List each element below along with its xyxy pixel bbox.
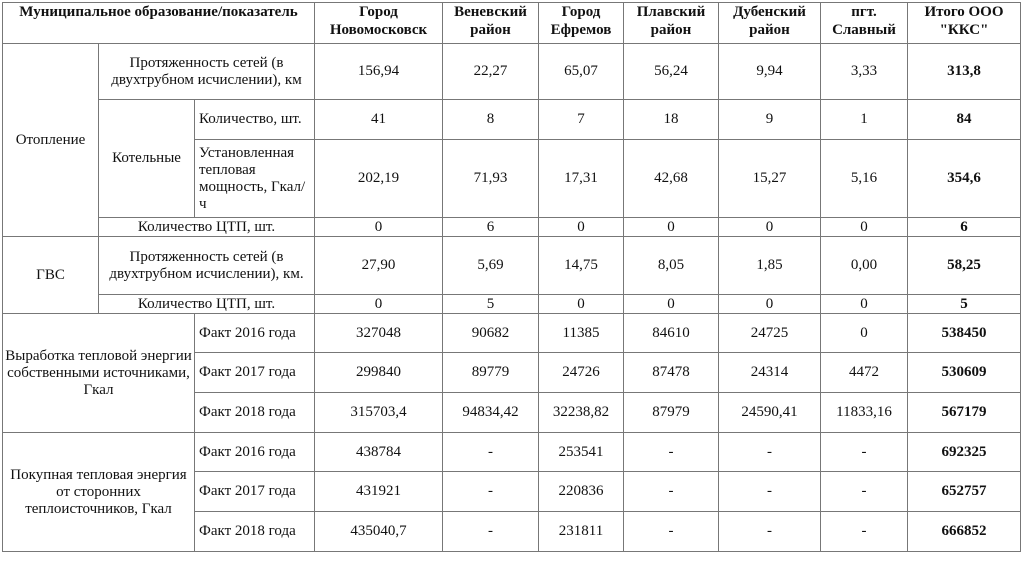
cell-value: 11833,16: [821, 393, 908, 433]
table-row: [3, 100, 1021, 140]
cell-value: -: [719, 433, 821, 472]
cell-value: 5,16: [821, 140, 908, 218]
cell-value: 0: [821, 218, 908, 237]
cell-value: 0: [539, 295, 624, 314]
cell-value: 1,85: [719, 237, 821, 295]
header-indicator: Муниципальное образование/показатель: [3, 3, 315, 44]
cell-value: 253541: [539, 433, 624, 472]
row-label: Факт 2016 года: [195, 314, 315, 353]
cell-value: 42,68: [624, 140, 719, 218]
row-label: Установленная тепловая мощность, Гкал/ч: [195, 140, 315, 218]
cell-value: -: [624, 512, 719, 552]
cell-value: 84610: [624, 314, 719, 353]
cell-value: 22,27: [443, 44, 539, 100]
cell-total: 58,25: [908, 237, 1021, 295]
cell-value: 1: [821, 100, 908, 140]
cell-value: 327048: [315, 314, 443, 353]
cell-value: -: [821, 472, 908, 512]
header-novomoskovsk: Город Новомосковск: [315, 3, 443, 44]
cell-value: -: [624, 472, 719, 512]
cell-value: -: [719, 512, 821, 552]
data-table: [2, 2, 1021, 552]
cell-value: 41: [315, 100, 443, 140]
row-label: Факт 2018 года: [195, 512, 315, 552]
cell-value: 0: [719, 295, 821, 314]
cell-value: 0: [624, 295, 719, 314]
cell-value: 5,69: [443, 237, 539, 295]
cell-value: 14,75: [539, 237, 624, 295]
purchase-group-label: Покупная тепловая энергия от сторонних теплоисточников, Гкал: [3, 433, 195, 552]
cell-value: 3,33: [821, 44, 908, 100]
cell-value: -: [443, 472, 539, 512]
row-label: Протяженность сетей (в двухтрубном исчислении), км.: [99, 237, 315, 295]
cell-value: 0: [539, 218, 624, 237]
heating-group-label: Отопление: [3, 44, 99, 237]
cell-value: -: [624, 433, 719, 472]
table-row: [3, 237, 1021, 295]
cell-value: 18: [624, 100, 719, 140]
production-group-label: Выработка тепловой энергии собственными источниками, Гкал: [3, 314, 195, 433]
cell-value: -: [443, 433, 539, 472]
cell-value: 220836: [539, 472, 624, 512]
cell-value: 56,24: [624, 44, 719, 100]
cell-value: 438784: [315, 433, 443, 472]
cell-value: -: [821, 433, 908, 472]
cell-value: 156,94: [315, 44, 443, 100]
cell-value: 0,00: [821, 237, 908, 295]
cell-value: 32238,82: [539, 393, 624, 433]
cell-total: 6: [908, 218, 1021, 237]
cell-value: 87478: [624, 353, 719, 393]
cell-value: -: [821, 512, 908, 552]
cell-value: 0: [821, 295, 908, 314]
cell-total: 5: [908, 295, 1021, 314]
row-label: Факт 2018 года: [195, 393, 315, 433]
cell-value: 4472: [821, 353, 908, 393]
row-label: Количество, шт.: [195, 100, 315, 140]
cell-value: 0: [624, 218, 719, 237]
cell-value: 24725: [719, 314, 821, 353]
cell-value: 65,07: [539, 44, 624, 100]
table-row: [3, 218, 1021, 237]
row-label: Количество ЦТП, шт.: [99, 295, 315, 314]
cell-value: 299840: [315, 353, 443, 393]
cell-value: 6: [443, 218, 539, 237]
cell-total: 692325: [908, 433, 1021, 472]
cell-value: 17,31: [539, 140, 624, 218]
cell-total: 567179: [908, 393, 1021, 433]
gvs-group-label: ГВС: [3, 237, 99, 314]
table-header: [3, 3, 1021, 44]
header-efremov: Город Ефремов: [539, 3, 624, 44]
cell-value: 202,19: [315, 140, 443, 218]
cell-value: 15,27: [719, 140, 821, 218]
cell-total: 354,6: [908, 140, 1021, 218]
row-label: Количество ЦТП, шт.: [99, 218, 315, 237]
cell-value: 24314: [719, 353, 821, 393]
cell-total: 530609: [908, 353, 1021, 393]
cell-value: 94834,42: [443, 393, 539, 433]
row-label: Факт 2017 года: [195, 353, 315, 393]
cell-total: 666852: [908, 512, 1021, 552]
cell-value: 87979: [624, 393, 719, 433]
boilers-label: Котельные: [99, 100, 195, 218]
cell-value: 0: [821, 314, 908, 353]
cell-total: 84: [908, 100, 1021, 140]
cell-value: 431921: [315, 472, 443, 512]
cell-total: 313,8: [908, 44, 1021, 100]
cell-value: 8,05: [624, 237, 719, 295]
table-row: [3, 44, 1021, 100]
cell-value: 90682: [443, 314, 539, 353]
header-venev: Веневский район: [443, 3, 539, 44]
cell-value: 0: [315, 295, 443, 314]
row-label: Факт 2016 года: [195, 433, 315, 472]
cell-value: 5: [443, 295, 539, 314]
cell-value: 89779: [443, 353, 539, 393]
cell-total: 538450: [908, 314, 1021, 353]
header-plavsk: Плавский район: [624, 3, 719, 44]
cell-value: 315703,4: [315, 393, 443, 433]
table-row: [3, 314, 1021, 353]
cell-value: 435040,7: [315, 512, 443, 552]
cell-value: 0: [719, 218, 821, 237]
cell-value: 11385: [539, 314, 624, 353]
cell-value: 27,90: [315, 237, 443, 295]
cell-value: 9,94: [719, 44, 821, 100]
cell-value: 9: [719, 100, 821, 140]
cell-value: -: [443, 512, 539, 552]
cell-value: 0: [315, 218, 443, 237]
table-row: [3, 433, 1021, 472]
cell-value: 71,93: [443, 140, 539, 218]
row-label: Факт 2017 года: [195, 472, 315, 512]
cell-value: 24726: [539, 353, 624, 393]
header-slavny: пгт. Славный: [821, 3, 908, 44]
header-dubensky: Дубенский район: [719, 3, 821, 44]
header-total: Итого ООО "ККС": [908, 3, 1021, 44]
cell-value: 8: [443, 100, 539, 140]
cell-value: 24590,41: [719, 393, 821, 433]
row-label: Протяженность сетей (в двухтрубном исчислении), км: [99, 44, 315, 100]
cell-value: 231811: [539, 512, 624, 552]
table-row: [3, 295, 1021, 314]
cell-total: 652757: [908, 472, 1021, 512]
cell-value: -: [719, 472, 821, 512]
cell-value: 7: [539, 100, 624, 140]
